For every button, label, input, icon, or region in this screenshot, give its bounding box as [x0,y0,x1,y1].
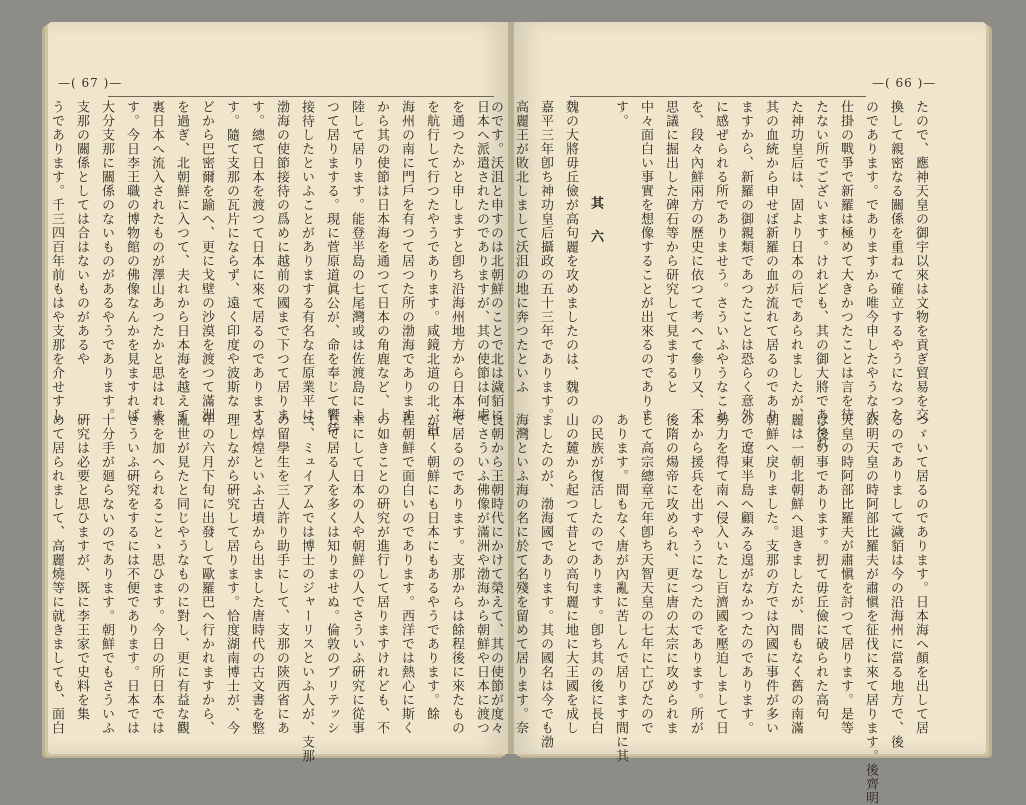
text-line: 後隋の煬帝に攻められ、更に唐の太宗に攻められま [663,413,678,735]
text-line: たない所でございます。けれども、其の御大將であられ [813,100,828,450]
text-line: めて居られまして、高麗燒等に就きましても、面白 [49,413,64,735]
text-line: 幸にして日本の人や朝鮮の人でさういふ硏究に從事 [349,413,364,735]
text-line: 其の血統から申せば新羅の血が流れて居るのであり [763,100,778,422]
text-line: つて居りまする。現に菅原道眞公が、命を奉じて饗待 [324,100,339,436]
text-line: して高宗總章元年卽ち天智天皇の七年に亡びたので [638,413,653,735]
text-line: 支那の關係としては合はないものがあるや [74,100,89,366]
text-line: 朝鮮へ戾りました。支那の方では內國に事件が多い [763,413,778,735]
right-page-top-text [488,100,933,450]
text-line: 接待したといふことがありまする有名な在原業平は、 [299,100,314,436]
text-line: 亂世が見たと同じやうなものに對し、更に有益な觀 [174,413,189,735]
text-line: 海州の南に門戶を有つて居つた所の渤海であります [399,100,414,422]
text-line: を過ぎ、北朝鮮に入つて、夫れから日本海を越えて [174,100,189,422]
text-line: さういふ硏究をするには不便であります。日本では [124,413,139,735]
text-line: 山の麓から起つて昔との高句麗に地に大王國を成し [563,413,578,735]
text-line: して居る人を多くは知りませぬ。倫敦のブリテッシ [324,413,339,735]
text-line: の留學生を三人許り助手にして、支那の陝西省にあ [274,413,289,735]
text-line: 程朝鮮で面白いのであります。西洋では熱心に斯く [399,413,414,735]
text-line: 十分手が廻らないのであります。朝鮮でもさういふ [99,413,114,735]
text-line: 海灣といふ海の名に於て名殘を留めて居ります。奈 [513,413,528,735]
text-line: の民族が復活したのであります。卽ち其の後に長白 [588,413,603,735]
right-page-bottom-text [488,413,933,805]
text-line: のです。沃沮と申すのは北朝鮮のことで北は濊貊に [488,100,503,422]
text-line: 理しながら硏究して居ります。恰度湖南博士が、今 [224,413,239,735]
text-line: 仕掛の戰爭で新羅は極めて大きかつたことは言を待 [838,100,853,422]
text-line: を航行して行つたやうであります。咸鏡北道の北、沿 [424,100,439,436]
text-line: 麗は一朝北朝鮮へ退きましたが、間もなく舊の南滿 [788,413,803,735]
text-line: つゞいて居るのであります。日本海へ顏を出して居 [913,413,928,735]
text-line: を通つたかと申しますと卽ち沿海州地方から日本海 [449,100,464,422]
text-line: は後の事であります。扨て毋丘儉に破られた高句 [813,413,828,721]
text-line: 欽明天皇の時阿部比羅夫が肅愼を征伐に來て居ります。後齊明 [863,413,878,805]
left-page-top-text [49,100,494,436]
section-heading: 其 六 [588,196,603,251]
text-line: 大分支那に關係のないものがあるやうであります。 [99,100,114,422]
text-line: に感ぜられる所でありませう。さういふやうなこと [713,100,728,422]
text-line: る焞煌といふ古墳から出ました唐時代の古文書を整 [249,413,264,735]
text-line: 察を加へられることゝ思ひます。今日の所日本では [149,413,164,735]
text-line: 本から援兵を出すやうになつたのであります。所が [688,413,703,735]
text-line: のであります。でありますから唯今申したやうな大 [863,100,878,422]
text-line: ますから、新羅の御親類であつたことは恐らく意外 [738,100,753,422]
text-line: たので、應神天皇の御宇以來は文物を貢ぎ貿易を交 [913,100,928,422]
text-line: るのでありまして濊貊は今の沿海州に當る地方で、後 [888,413,903,749]
text-line: うであります。千三四百年前もはや支那を介せすし [49,100,64,422]
text-line: から其の使節は日本海を通つて日本の角鹿など、上 [374,100,389,422]
text-line: 高麗王が敗北しまして沃沮の地に奔つたといふ [513,100,528,394]
text-line: 硏究は必要と思ひますが、既に李王家で史料を集 [74,413,89,721]
text-line: ましたのが、渤海國であります。其の國名は今でも渤 [538,413,553,749]
right-header-rule [570,96,866,97]
text-line: を、段々內鮮兩方の歷史に依つて考へて參り又、不 [688,100,703,422]
text-line: 勢力を得て南へ侵入いたし百濟國を壓迫しまして日 [713,413,728,735]
text-line: す。今日李王職の博物館の佛像なんかを見ますれば [124,100,139,422]
text-line: す。 [613,100,628,128]
right-page-number: —( 66 )— [872,76,937,90]
text-line: ユ、ミュイアムでは博士のジャーリスといふ人が、支那 [299,413,314,763]
text-line: 日本へ派遣されたのでありますが、其の使節は何處 [474,100,489,422]
text-line: 天皇の時阿部比羅夫が肅愼を討つて居ります。是等 [838,413,853,735]
text-line: の如きことの硏究が進行して居りますけれども、不 [374,413,389,735]
text-line: 魏の大將毋丘儉が高句麗を攻めましたのは、魏の [563,100,578,408]
left-page-number: —( 67 )— [58,76,123,90]
text-line: てさういふ佛像が滿洲や渤海から朝鮮や日本に渡つ [474,413,489,735]
left-page-bottom-text [49,413,494,763]
text-line: 裏日本へ流入されたものが澤山あつたかと思はれま [149,100,164,422]
text-line: ので遼東半島へ顧みる遑がなかつたのであります。 [738,413,753,735]
text-line: 思議に掘出した碑石等から研究して見ますると [663,100,678,394]
text-line: す。隨て支那の瓦片にならず、遠く印度や波斯な [224,100,239,408]
text-line: 年の六月下旬に出發して歐羅巴へ行かれますから、 [199,413,214,735]
text-line: 陸して居ります。能登半島の七尾灣或は佐渡島によ [349,100,364,422]
text-line: 良朝から王朝時代にかけて榮えて、其の使節が度々 [488,413,503,735]
text-line: どから巴密爾を踰へ、更に戈壁の沙漠を渡つて滿洲 [199,100,214,422]
text-line: 換して親密なる關係を重ねて確立するやうになつた [888,100,903,422]
text-line: が早く朝鮮にも日本にもあるやうであります。餘 [424,413,439,721]
text-line: す。總て日本を渡つて日本に來て居るのであります [249,100,264,422]
text-line: 嘉平三年卽ち神功皇后攝政の五十三年であります。 [538,100,553,422]
left-header-rule [108,96,494,97]
text-line: 渤海の使節接待の爲めに越前の國まで下つて居りま [274,100,289,422]
text-line: た神功皇后は、固より日本の后であられましたが、 [788,100,803,422]
text-line: て居るのであります。支那からは餘程後に來たもの [449,413,464,735]
text-line: あります。間もなく唐が內亂に苦しんで居ります間に其 [613,413,628,763]
text-line: 中々面白い事實を想像することが出來るのでありま [638,100,653,422]
